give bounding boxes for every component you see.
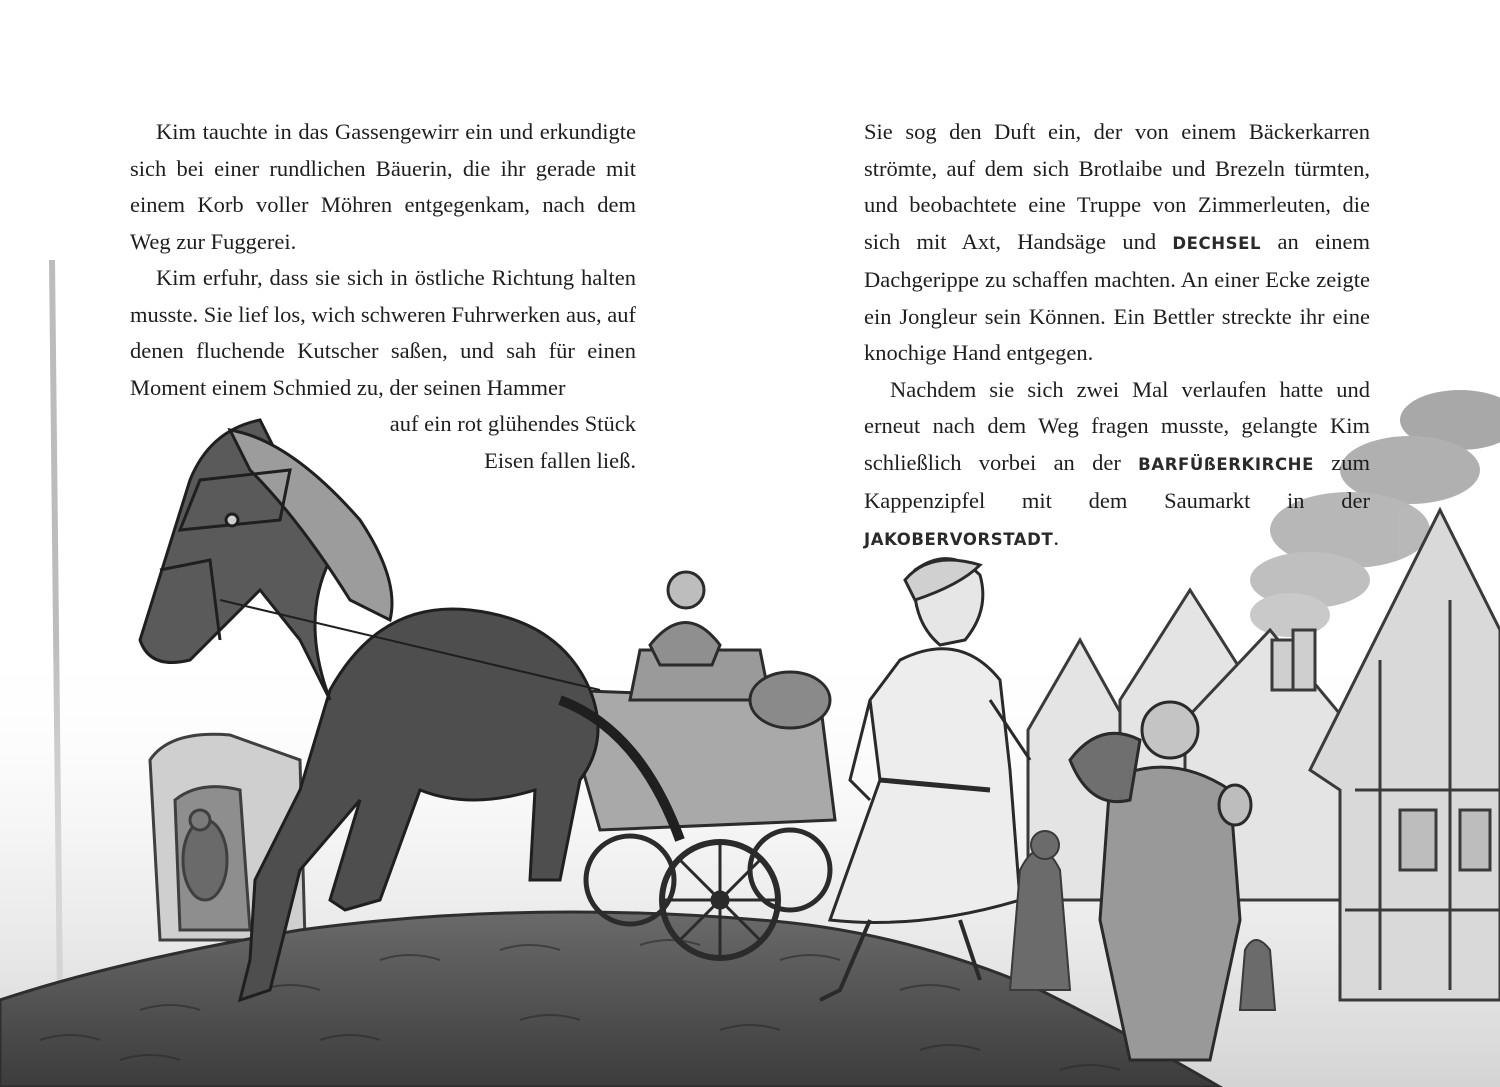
paragraph-4-part-a: Nachdem sie sich zwei Mal verlaufen hatte und erneut nach dem Weg fragen musste, gelangte Kim schließlich vorbei an der	[864, 376, 1370, 475]
paragraph-2-end: auf ein rot glühendes Stück Eisen fallen ließ.	[389, 411, 636, 473]
paragraph-3	[864, 114, 1370, 372]
paragraph-2: Kim erfuhr, dass sie sich in östliche Richtung halten musste. Sie lief los, wich schweren Fuhrwerken aus, auf denen fluchende Kutscher saßen, und sah für einen Moment einem Schmied zu, der seinen Hammer	[130, 265, 636, 400]
glossary-term-jakobervorstadt: JAKOBERVORSTADT	[864, 529, 1054, 549]
right-page-text	[864, 114, 1370, 558]
glossary-term-barfuesserkirche: BARFÜßERKIRCHE	[1138, 454, 1314, 474]
paragraph-3-part-a: Sie sog den Duft ein, der von einem Bäckerkarren strömte, auf dem sich Brotlaibe und Brezeln türmten, und beobachtete eine Truppe von Zimmerleuten, die sich mit Axt, Handsäge und	[864, 119, 1370, 254]
paragraph-3-part-b: an einem Dachgerippe zu schaffen machten. An einer Ecke zeigte ein Jongleur sein Können. Ein Bettler streckte ihr eine knochige Hand entgegen.	[864, 228, 1370, 365]
paragraph-4-part-c: .	[1053, 524, 1059, 550]
left-page-text	[130, 114, 636, 479]
paragraph-1: Kim tauchte in das Gassengewirr ein und erkundigte sich bei einer rundlichen Bäuerin, die ihr gerade mit einem Korb voller Möhren entgegenkam, nach dem Weg zur Fuggerei.	[130, 119, 636, 254]
paragraph-4	[864, 372, 1370, 559]
glossary-term-dechsel: DECHSEL	[1172, 233, 1262, 253]
paragraph-4-part-b: zum Kappenzipfel mit dem Saumarkt in der	[864, 449, 1370, 513]
